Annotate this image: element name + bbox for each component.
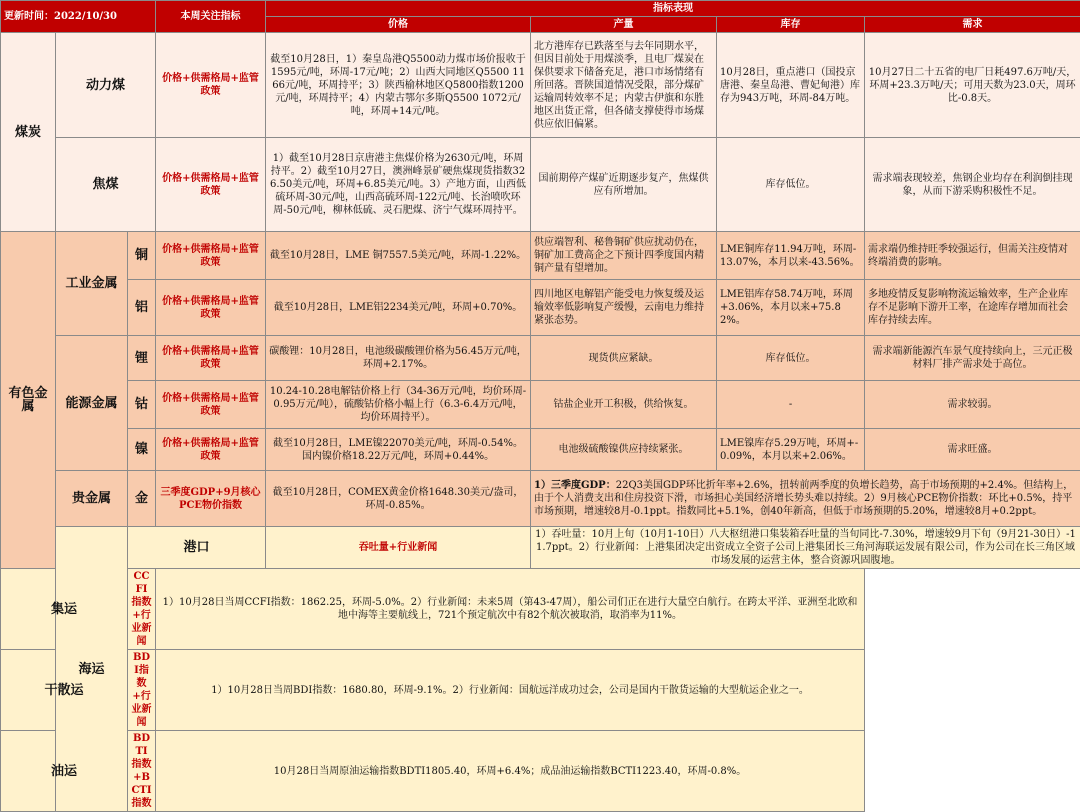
coking-coal-production: 国前期停产煤矿近期逐步复产，焦煤供应有所增加。 (531, 138, 717, 232)
gold-label: 金 (128, 471, 156, 527)
lithium-price: 碳酸锂：10月28日，电池级碳酸锂价格为56.45万元/吨，环周+2.17%。 (266, 336, 531, 381)
table-row (1, 429, 1080, 471)
thermal-coal-price: 截至10月28日，1）秦皇岛港Q5500动力煤市场价报收于1595元/吨，环周-17元/吨；2）山西大同地区Q5500 1166元/吨，环周持平；3）陕西榆林地区Q5800指数1200元/吨，环周持平；4）内蒙古鄂尔多斯Q5500 1072元/吨，环周+14元/吨。 (266, 33, 531, 138)
copper-demand: 需求端仍维持旺季较强运行，但需关注疫情对终端消费的影响。 (865, 232, 1080, 280)
dry-bulk-content: 1）10月28日当周BDI指数：1680.80，环周-9.1%。2）行业新闻：国航远洋成功过会，公司是国内干散货运输的大型航运企业之一。 (156, 650, 865, 731)
nickel-production: 电池级硫酸镍供应持续紧张。 (531, 429, 717, 471)
aluminum-price: 截至10月28日，LME铝2234美元/吨，环周+0.70%。 (266, 280, 531, 336)
copper-price: 截至10月28日，LME 铜7557.5美元/吨，环周-1.22%。 (266, 232, 531, 280)
table-row (1, 232, 1080, 280)
update-time: 更新时间：2022/10/30 (1, 1, 156, 33)
cobalt-inventory: - (717, 381, 865, 429)
tanker-label: 油运 (1, 731, 128, 812)
lithium-label: 锂 (128, 336, 156, 381)
aluminum-indicator: 价格+供需格局+监管政策 (156, 280, 266, 336)
lithium-inventory: 库存低位。 (717, 336, 865, 381)
indicator-performance-header: 指标表现 (266, 1, 1080, 17)
container-indicator: CCFI指数+行业新闻 (128, 569, 156, 650)
gold-indicator: 三季度GDP+9月核心PCE物价指数 (156, 471, 266, 527)
cobalt-label: 钴 (128, 381, 156, 429)
coking-coal-indicator: 价格+供需格局+监管政策 (156, 138, 266, 232)
gold-detail (531, 471, 1080, 527)
category-nonferrous: 有色金属 (1, 232, 56, 569)
aluminum-production: 四川地区电解铝产能受电力恢复缓及运输效率低影响复产缓慢，云南电力维持紧张态势。 (531, 280, 717, 336)
gold-price: 截至10月28日，COMEX黄金价格1648.30美元/盎司，环周-0.85%。 (266, 471, 531, 527)
table-row (1, 138, 1080, 232)
copper-production: 供应端智利、秘鲁铜矿供应扰动仍在，铜矿加工费高企之下预计四季度国内精铜产量有望增加。 (531, 232, 717, 280)
dry-bulk-label: 干散运 (1, 650, 128, 731)
energy-metals-label: 能源金属 (56, 336, 128, 471)
thermal-coal-inventory: 10月28日，重点港口（国投京唐港、秦皇岛港、曹妃甸港）库存为943万吨，环周-84万吨。 (717, 33, 865, 138)
lithium-demand: 需求端新能源汽车景气度持续向上，三元正极材料厂排产需求处于高位。 (865, 336, 1080, 381)
container-label: 集运 (1, 569, 128, 650)
nickel-price: 截至10月28日，LME镍22070美元/吨，环周-0.54%。国内镍价格18.22万元/吨，环周+0.44%。 (266, 429, 531, 471)
demand-header: 需求 (865, 17, 1080, 33)
table-row (1, 569, 1080, 650)
table-row (1, 731, 1080, 812)
dry-bulk-indicator: BDI指数+行业新闻 (128, 650, 156, 731)
industrial-metals-label: 工业金属 (56, 232, 128, 336)
lithium-indicator: 价格+供需格局+监管政策 (156, 336, 266, 381)
table-row (1, 650, 1080, 731)
weekly-focus-header: 本周关注指标 (156, 1, 266, 33)
cobalt-price: 10.24-10.28电解钴价格上行（34-36万元/吨，均价环周-0.95万元/吨），硫酸钴价格小幅上行（6.3-6.4万元/吨，均价环周持平）。 (266, 381, 531, 429)
port-content: 1）吞吐量：10月上旬（10月1-10日）八大枢纽港口集装箱吞吐量的当旬同比-7.30%，增速较9月下旬（9月21-30日）-11.7ppt。2）行业新闻：上港集团决定出资成立全资子公司上港集团长三角河海联运发展有限公司，作为公司在长三角区域市场发展的运营主体，整合资源巩固腹地。 (531, 527, 1080, 569)
production-header: 产量 (531, 17, 717, 33)
nickel-demand: 需求旺盛。 (865, 429, 1080, 471)
thermal-coal-demand: 10月27日二十五省的电厂日耗497.6万吨/天，环周+23.3万吨/天；可用天数为23.0天，周环比-0.8天。 (865, 33, 1080, 138)
port-indicator: 吞吐量+行业新闻 (266, 527, 531, 569)
coking-coal-price: 1）截至10月28日京唐港主焦煤价格为2630元/吨，环周持平。2）截至10月27日，澳洲峰景矿硬焦煤现货指数326.50美元/吨，环周+6.85美元/吨。3）产地方面，山西低硫环周-30元/吨，山西高硫环周-122元/吨、长治喷吹环周-50元/吨，柳林低硫、灵石肥煤、济宁气煤环周持平。 (266, 138, 531, 232)
nickel-label: 镍 (128, 429, 156, 471)
coking-coal-inventory: 库存低位。 (717, 138, 865, 232)
coking-coal-label: 焦煤 (56, 138, 156, 232)
copper-inventory: LME铜库存11.94万吨，环周-13.07%，本月以来-43.56%。 (717, 232, 865, 280)
table-row (1, 381, 1080, 429)
inventory-header: 库存 (717, 17, 865, 33)
thermal-coal-indicator: 价格+供需格局+监管政策 (156, 33, 266, 138)
port-label: 港口 (128, 527, 266, 569)
cobalt-production: 钴盐企业开工积极，供给恢复。 (531, 381, 717, 429)
copper-indicator: 价格+供需格局+监管政策 (156, 232, 266, 280)
gold-detail-label: 1）三季度GDP： (534, 480, 616, 491)
table-row (1, 280, 1080, 336)
copper-label: 铜 (128, 232, 156, 280)
category-shipping: 海运 (56, 527, 128, 812)
nickel-indicator: 价格+供需格局+监管政策 (156, 429, 266, 471)
tanker-content: 10月28日当周原油运输指数BDTI1805.40，环周+6.4%；成品油运输指数BCTI1223.40，环周-0.8%。 (156, 731, 865, 812)
cobalt-demand: 需求较弱。 (865, 381, 1080, 429)
container-content: 1）10月28日当周CCFI指数：1862.25，环周-5.0%。2）行业新闻：未来5周（第43-47周），船公司们正在进行大量空白航行。在跨太平洋、亚洲至北欧和地中海等主要航线上，721个预定航次中有82个航次被取消，取消率为11%。 (156, 569, 865, 650)
precious-metals-label: 贵金属 (56, 471, 128, 527)
aluminum-demand: 多地疫情反复影响物流运输效率，生产企业库存不足影响下游开工率，在途库存增加而社会库存持续去库。 (865, 280, 1080, 336)
table-row (1, 33, 1080, 138)
lithium-production: 现货供应紧缺。 (531, 336, 717, 381)
table-row (1, 527, 1080, 569)
price-header: 价格 (266, 17, 531, 33)
nickel-inventory: LME镍库存5.29万吨，环周+-0.09%，本月以来+2.06%。 (717, 429, 865, 471)
thermal-coal-label: 动力煤 (56, 33, 156, 138)
thermal-coal-production: 北方港库存已跌落至与去年同期水平，但因目前处于用煤淡季，且电厂煤炭在保供要求下储备充足，港口市场情绪有所回落。晋陕国道情况受限，部分煤矿运输周转效率不足；内蒙古伊旗和东胜地区出货正常，但各储支撑使得市场煤供应依旧偏紧。 (531, 33, 717, 138)
cobalt-indicator: 价格+供需格局+监管政策 (156, 381, 266, 429)
coking-coal-demand: 需求端表现较差，焦钢企业均存在利润倒挂现象，从而下游采购积极性不足。 (865, 138, 1080, 232)
table-row (1, 471, 1080, 527)
aluminum-label: 铝 (128, 280, 156, 336)
aluminum-inventory: LME铝库存58.74万吨，环周+3.06%，本月以来+75.82%。 (717, 280, 865, 336)
table-row (1, 336, 1080, 381)
category-coal: 煤炭 (1, 33, 56, 232)
gold-detail-text: 22Q3美国GDP环比折年率+2.6%，扭转前两季度的负增长趋势，高于市场预期的+2.4%。但结构上，由于个人消费支出和住房投资下滑，市场担心美国经济增长势头难以持续。2）9月核心PCE物价指数：环比+0.5%，持平市场预期，增速较8月-0.1ppt。指数同比+5.1%，创40年新高，但低于市场预期的5.20%，增速较8月+0.2ppt。 (534, 480, 1073, 517)
tanker-indicator: BDTI指数+BCTI指数 (128, 731, 156, 812)
